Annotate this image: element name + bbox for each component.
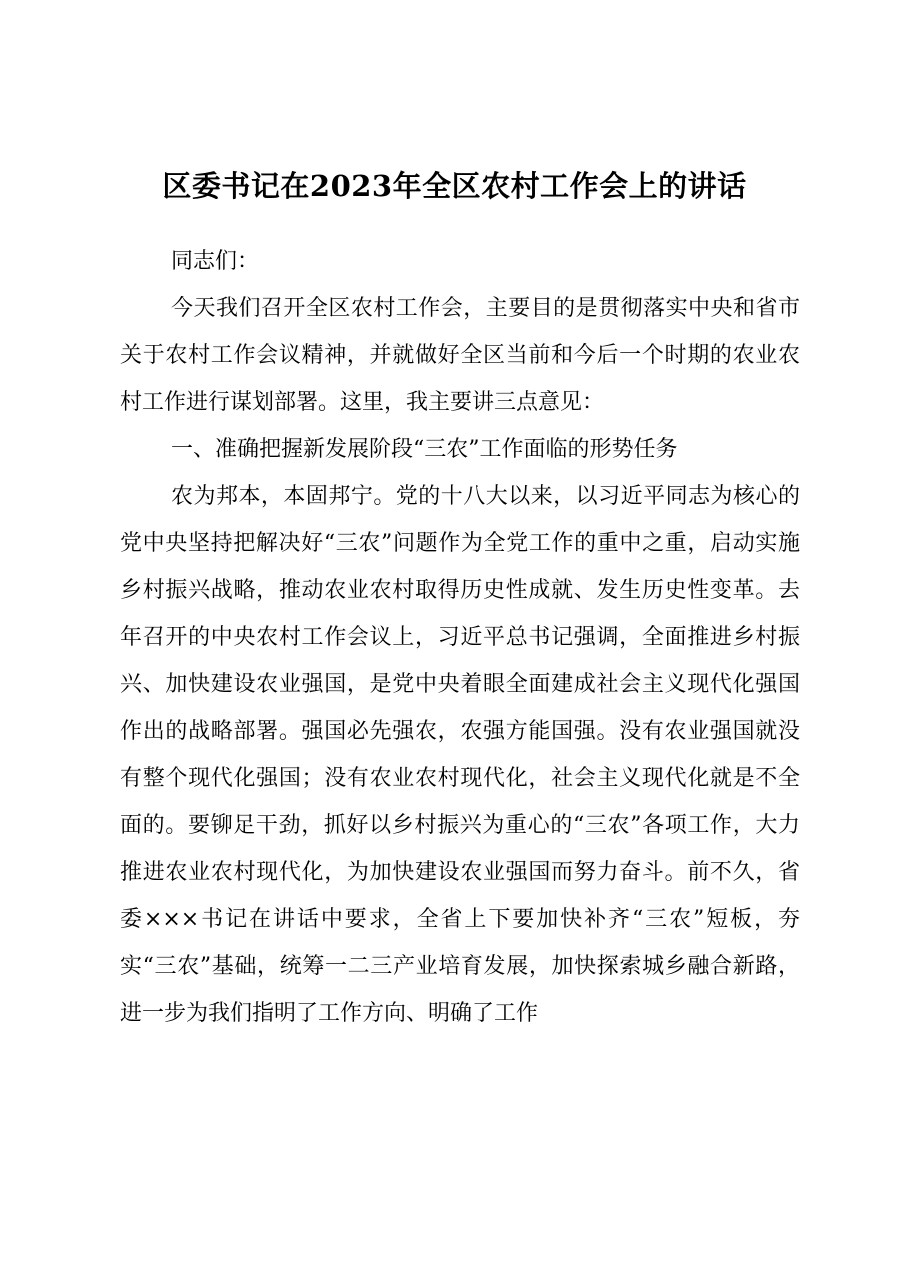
document-title: 区委书记在2023年全区农村工作会上的讲话 — [162, 169, 747, 203]
paragraph-section-1: 农为邦本，本固邦宁。党的十八大以来，以习近平同志为核心的党中央坚持把解决好“三农”问题作为全党工作的重中之重，启动实施乡村振兴战略，推动农业农村取得历史性成就、发生历史性变革。去年召开的中央农村工作会议上，习近平总书记强调，全面推进乡村振兴、加快建设农业强国，是党中央着眼全面建成社会主义现代化强国作出的战略部署。强国必先强农，农强方能国强。没有农业强国就没有整个现代化强国；没有农业农村现代化，社会主义现代化就是不全面的。要铆足干劲，抓好以乡村振兴为重心的“三农”各项工作，大力推进农业农村现代化，为加快建设农业强国而努力奋斗。前不久，省委×××书记在讲话中要求，全省上下要加快补齐“三农”短板，夯实“三农”基础，统筹一二三产业培育发展，加快探索城乡融合新路，进一步为我们指明了工作方向、明确了工作 — [120, 484, 800, 1026]
section-heading-1: 一、准确把握新发展阶段“三农”工作面临的形势任务 — [171, 437, 678, 462]
salutation: 同志们： — [171, 249, 260, 274]
document-body — [120, 238, 800, 1037]
paragraph-intro: 今天我们召开全区农村工作会，主要目的是贯彻落实中央和省市关于农村工作会议精神，并就做好全区当前和今后一个时期的农业农村工作进行谋划部署。这里，我主要讲三点意见： — [120, 296, 800, 415]
